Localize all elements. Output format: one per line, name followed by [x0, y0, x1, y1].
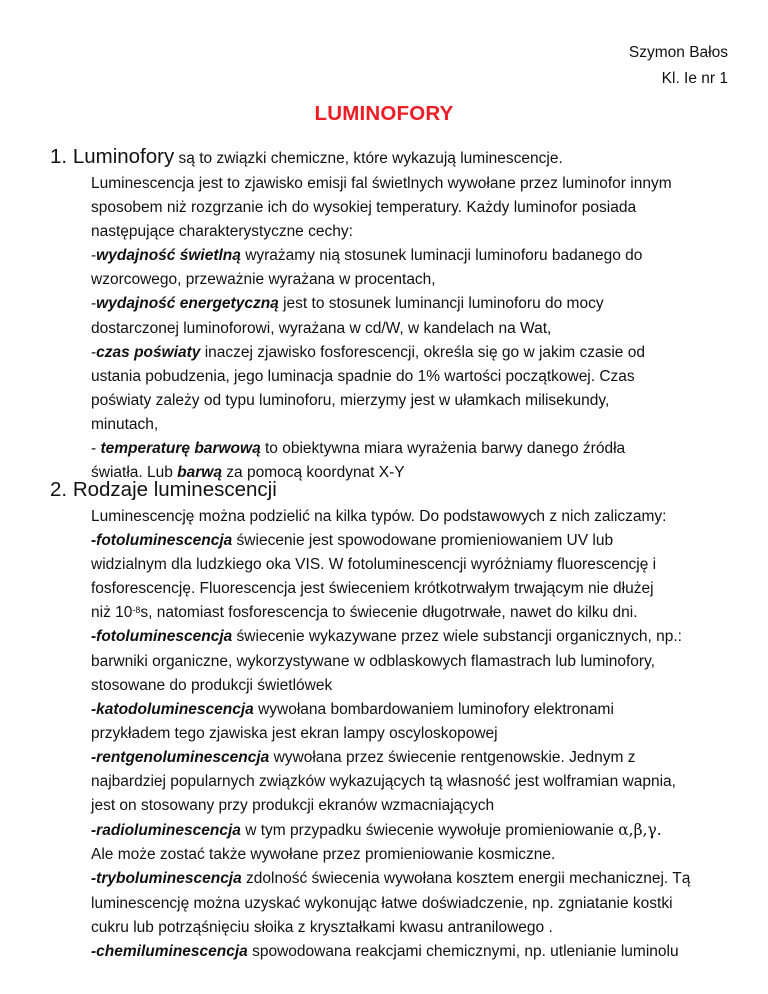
type-item: [91, 818, 741, 843]
type-term: -fotoluminescencja: [91, 532, 233, 550]
item-prefix: -: [91, 247, 97, 265]
feature-term: wydajność energetyczną: [96, 295, 279, 313]
feature-term: czas poświaty: [96, 343, 201, 361]
text-line: najbardziej popularnych związków wykazujących tą własność jest wolframian wapnia,: [91, 773, 676, 791]
section-2-body: [91, 505, 741, 964]
section-1-title: Luminofory: [72, 145, 175, 168]
feature-term: wydajność świetlną: [96, 247, 241, 265]
section-1-number: 1.: [50, 145, 68, 168]
type-desc: w tym przypadku świecenie wywołuje promieniowanie: [240, 822, 619, 840]
text-line: [91, 601, 741, 625]
type-desc: wywołana przez świecenie rentgenowskie. Jednym z: [269, 748, 636, 766]
text-line: ustania pobudzenia, jego luminacja spadnie do 1% wartości początkowej. Czas: [91, 367, 635, 385]
text-line: stosowane do produkcji świetlówek: [91, 676, 333, 694]
item-prefix: -: [91, 295, 97, 313]
type-item: [91, 529, 741, 553]
text-line: jest on stosowany przy produkcji ekranów wzmacniających: [91, 797, 495, 815]
type-term: -katodoluminescencja: [91, 700, 254, 718]
feature-term: temperaturę barwową: [100, 440, 261, 458]
section-1-body: [91, 172, 741, 485]
type-term: -tryboluminescencja: [91, 870, 242, 888]
text-line: następujące charakterystyczne cechy:: [91, 223, 353, 241]
text-line: fosforescencję. Fluorescencja jest świeceniem krótkotrwałym trwającym nie dłużej: [91, 580, 654, 598]
page-title: LUMINOFORY: [314, 102, 454, 125]
type-item: [91, 698, 741, 722]
greek-symbols: α,β,γ.: [618, 821, 662, 840]
feature-desc: jest to stosunek luminancji luminoforu do mocy: [278, 295, 604, 313]
feature-item: [91, 244, 741, 268]
type-item: [91, 625, 741, 649]
exponent: -8: [132, 605, 141, 616]
text-fragment: niż 10: [91, 604, 133, 622]
item-prefix: -: [91, 440, 101, 458]
author-name: Szymon Bałos: [628, 44, 728, 61]
section-1-heading: [50, 145, 563, 169]
type-item: [91, 940, 741, 964]
text-line: dostarczonej luminoforowi, wyrażana w cd/W, w kandelach na Wat,: [91, 319, 552, 337]
section-2-title: Rodzaje luminescencji: [72, 478, 277, 501]
item-prefix: -: [91, 343, 97, 361]
text-line: minutach,: [91, 415, 159, 433]
feature-term: barwą: [177, 464, 222, 482]
type-desc: świecenie wykazywane przez wiele substancji organicznych, np.:: [232, 628, 682, 646]
text-line: luminescencję można uzyskać wykonując łatwe doświadczenie, np. zgniatanie kostki: [91, 894, 673, 912]
text-line: cukru lub potrząśnięciu słoika z kryształkami kwasu antranilowego .: [91, 918, 553, 936]
text-line: Luminescencja jest to zjawisko emisji fal świetlnych wywołane przez luminofor innym: [91, 175, 672, 192]
text-line: sposobem niż rozgrzanie ich do wysokiej temperatury. Każdy luminofor posiada: [91, 199, 637, 217]
section-1-title-rest: są to związki chemiczne, które wykazują luminescencje.: [174, 150, 563, 167]
text-fragment: światła. Lub: [91, 464, 178, 482]
type-desc: świecenie jest spowodowane promieniowaniem UV lub: [232, 532, 614, 550]
section-2-number: 2.: [50, 478, 68, 501]
type-item: [91, 746, 741, 770]
text-line: widzialnym dla ludzkiego oka VIS. W fotoluminescencji wyróżniamy fluorescencję i: [91, 556, 657, 574]
type-term: -radioluminescencja: [91, 822, 241, 840]
feature-desc: wyrażamy nią stosunek luminacji luminoforu badanego do: [240, 247, 643, 265]
type-desc: wywołana bombardowaniem luminofory elektronami: [253, 700, 614, 718]
feature-desc: inaczej zjawisko fosforescencji, określa się go w jakim czasie od: [200, 343, 645, 361]
feature-item: [91, 437, 741, 461]
text-line: barwniki organiczne, wykorzystywane w odblaskowych flamastrach lub luminofory,: [91, 652, 655, 670]
type-term: -rentgenoluminescencja: [91, 748, 270, 766]
text-fragment: za pomocą koordynat X-Y: [221, 464, 405, 482]
author-block: [629, 40, 728, 92]
text-line: przykładem tego zjawiska jest ekran lampy oscyloskopowej: [91, 724, 498, 742]
text-fragment: s, natomiast fosforescencja to świecenie długotrwałe, nawet do kilku dni.: [140, 604, 638, 622]
author-class: Kl. Ie nr 1: [661, 70, 728, 87]
text-line: Ale może zostać także wywołane przez promieniowanie kosmiczne.: [91, 846, 556, 864]
type-desc: spowodowana reakcjami chemicznymi, np. utlenianie luminolu: [247, 942, 679, 960]
type-item: [91, 867, 741, 891]
type-desc: zdolność świecenia wywołana kosztem energii mechanicznej. Tą: [241, 870, 691, 888]
text-line: Luminescencję można podzielić na kilka typów. Do podstawowych z nich zaliczamy:: [91, 508, 667, 525]
text-line: poświaty zależy od typu luminoforu, mierzymy jest w ułamkach milisekundy,: [91, 391, 610, 409]
type-term: -chemiluminescencja: [91, 942, 248, 960]
feature-item: [91, 292, 741, 316]
feature-desc: to obiektywna miara wyrażenia barwy danego źródła: [260, 440, 626, 458]
text-line: wzorcowego, przeważnie wyrażana w procentach,: [91, 271, 436, 289]
type-term: -fotoluminescencja: [91, 628, 233, 646]
feature-item: [91, 341, 741, 365]
section-2-heading: [50, 478, 277, 502]
